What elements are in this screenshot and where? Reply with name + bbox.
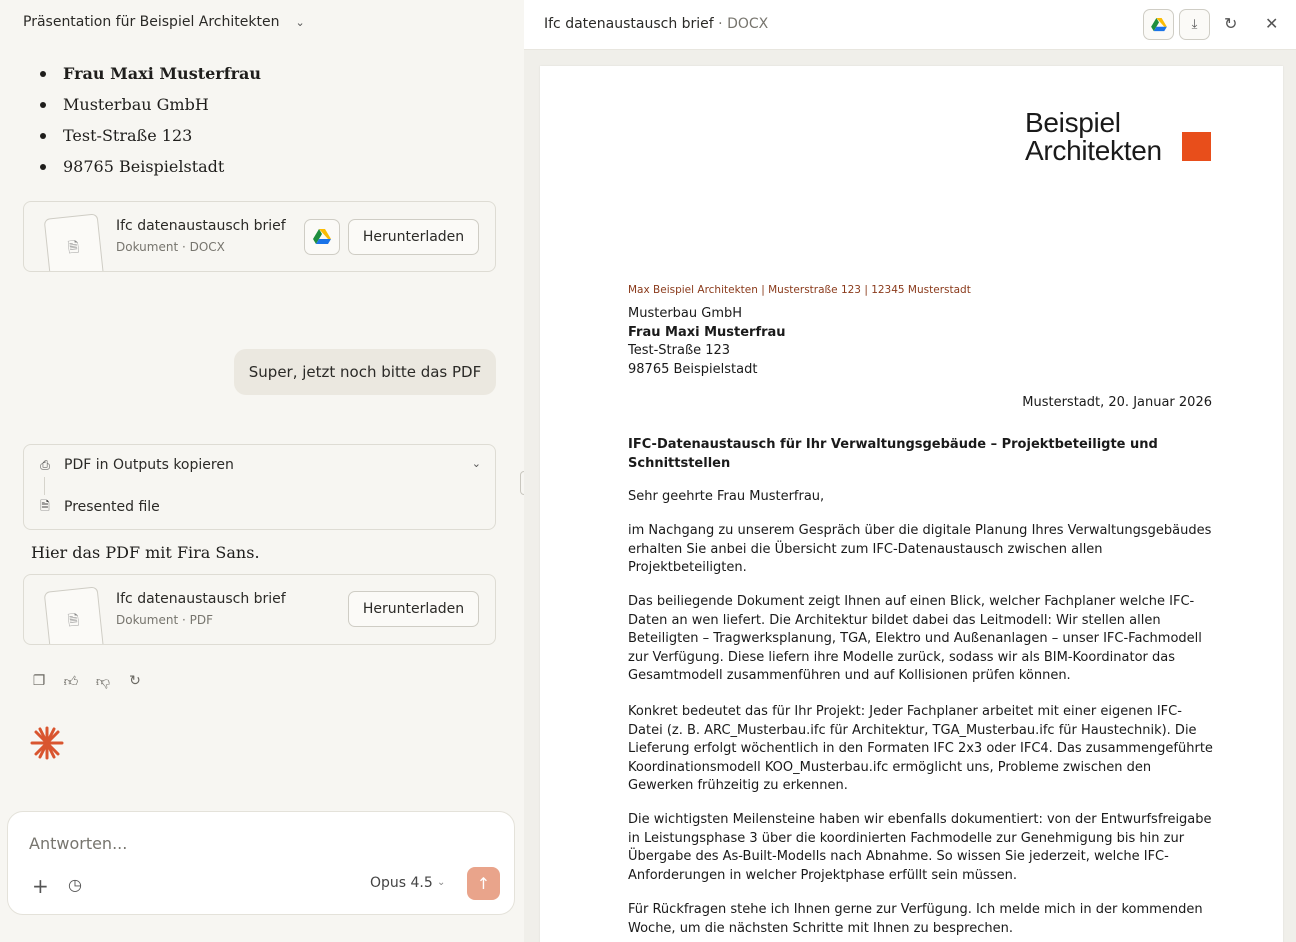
history-icon[interactable]: ◷ — [68, 875, 82, 894]
download-icon: ⤓ — [1191, 17, 1198, 32]
preview-file-name: Ifc datenaustausch brief — [544, 16, 714, 32]
model-selector[interactable]: Opus 4.5 — [370, 875, 433, 891]
address-line: Frau Maxi Musterfrau — [628, 324, 786, 340]
refresh-icon[interactable]: ↻ — [1224, 14, 1238, 33]
google-drive-button[interactable] — [304, 219, 340, 255]
retry-icon[interactable]: ↻ — [129, 673, 141, 689]
google-drive-button[interactable] — [1143, 9, 1174, 40]
document-thumbnail — [44, 213, 105, 272]
preview-panel — [524, 0, 1296, 942]
tool-step-copy[interactable] — [38, 457, 234, 473]
tool-steps[interactable] — [23, 444, 496, 530]
letter-subject: IFC-Datenaustausch für Ihr Verwaltungsgebäude – Projektbeteiligte und Schnittstellen — [628, 437, 1158, 471]
conversation-title[interactable]: Präsentation für Beispiel Architekten — [23, 14, 280, 30]
paragraph: im Nachgang zu unserem Gespräch über die digitale Planung Ihres Verwaltungsgebäudes erhalten Sie anbei die Übersicht zum IFC-Datenaustausch zwischen allen Projektbeteiligten. — [628, 523, 1212, 576]
salutation: Sehr geehrte Frau Musterfrau, — [628, 489, 825, 504]
close-icon[interactable]: ✕ — [1265, 14, 1279, 33]
reply-input[interactable]: Antworten... — [29, 834, 128, 853]
claude-spark-icon — [30, 726, 64, 760]
paragraph: Das beiliegende Dokument zeigt Ihnen auf einen Blick, welcher Fachplaner welche IFC-Daten an wen liefert. Die Architektur bildet dabei das Leitmodell: Wir stellen allen Beteiligten – Tragwerksplanung, TGA, Elektro und Außenanlagen – unser IFC-Fachmodell zur Verfügung. Diese liefern ihre Modelle zurück, sodass wir als BIM-Koordinator das Gesamtmodell zusammenführen und auf Kollisionen prüfen können. — [628, 594, 1202, 684]
message-actions — [30, 672, 144, 690]
list-item: Test-Straße 123 — [40, 120, 261, 151]
list-item: 98765 Beispielstadt — [40, 151, 261, 182]
address-line: 98765 Beispielstadt — [628, 362, 758, 378]
document-icon: 🗎 — [67, 239, 80, 257]
address-line: Musterbau GmbH — [628, 306, 743, 321]
download-button[interactable] — [1179, 9, 1210, 40]
sender-line: Max Beispiel Architekten | Musterstraße 123 | 12345 Musterstadt — [628, 284, 971, 296]
file-card-docx[interactable] — [23, 201, 496, 272]
download-button[interactable]: Herunterladen — [348, 219, 479, 255]
google-drive-icon — [1151, 18, 1167, 32]
recipient-address — [628, 305, 786, 380]
copy-icon[interactable]: ❐ — [32, 673, 46, 689]
paragraph: Für Rückfragen stehe ich Ihnen gerne zur Verfügung. Ich melde mich in der kommenden Woche, um die nächsten Schritte mit Ihnen zu besprechen. — [628, 902, 1203, 936]
file-meta: Dokument · DOCX — [116, 240, 225, 254]
file-card-pdf[interactable] — [23, 574, 496, 645]
chevron-down-icon[interactable]: ⌄ — [295, 15, 305, 29]
document-page — [540, 66, 1283, 942]
download-button[interactable]: Herunterladen — [348, 591, 479, 627]
letter-date: Musterstadt, 20. Januar 2026 — [1022, 395, 1212, 410]
preview-title — [544, 16, 768, 32]
message-composer[interactable] — [7, 811, 515, 915]
assistant-reply: Hier das PDF mit Fira Sans. — [31, 543, 260, 562]
file-icon: 🗎 — [40, 498, 50, 513]
logo-line: Beispiel — [1025, 107, 1121, 138]
file-name: Ifc datenaustausch brief — [116, 218, 286, 234]
tool-step-presented[interactable] — [38, 499, 160, 515]
chevron-down-icon[interactable]: ⌄ — [471, 457, 481, 470]
address-line: Test-Straße 123 — [628, 343, 731, 359]
preview-file-type: DOCX — [727, 16, 769, 32]
thumbs-down-icon[interactable]: 👎︎ — [95, 673, 111, 690]
document-icon: 🗎 — [67, 612, 80, 630]
company-logo — [1025, 109, 1162, 165]
thumbs-up-icon[interactable]: 👍︎ — [63, 673, 79, 690]
step-connector — [44, 477, 45, 495]
terminal-icon: ⎙ — [40, 457, 50, 472]
list-item: Musterbau GmbH — [40, 89, 261, 120]
tool-step-label: PDF in Outputs kopieren — [64, 457, 234, 473]
recipient-list — [40, 58, 261, 182]
arrow-up-icon: ↑ — [476, 874, 491, 893]
tool-step-label: Presented file — [64, 499, 160, 515]
file-name: Ifc datenaustausch brief — [116, 591, 286, 607]
list-item: Frau Maxi Musterfrau — [40, 58, 261, 89]
file-meta: Dokument · PDF — [116, 613, 213, 627]
plus-icon[interactable]: + — [32, 874, 49, 898]
paragraph: Konkret bedeutet das für Ihr Projekt: Jeder Fachplaner arbeitet mit einer eigenen IFC-Datei (z. B. ARC_Musterbau.ifc für Architektur, TGA_Musterbau.ifc für Haustechnik). Die Lieferung erfolgt wöchentlich in den Formaten IFC 2x3 oder IFC4. Das zusammengeführte Koordinationsmodell KOO_Musterbau.ifc ermöglicht uns, Probleme zwischen den Gewerken frühzeitig zu erkennen. — [628, 704, 1213, 794]
document-thumbnail — [44, 586, 105, 645]
google-drive-icon — [313, 229, 331, 245]
logo-line: Architekten — [1025, 135, 1162, 166]
chevron-down-icon[interactable]: ⌄ — [437, 877, 446, 888]
conversation-header[interactable] — [0, 0, 524, 44]
logo-square — [1182, 132, 1211, 161]
paragraph: Die wichtigsten Meilensteine haben wir ebenfalls dokumentiert: von der Entwurfsfreigabe in Leistungsphase 3 über die koordinierten Fachmodelle zur Genehmigung bis hin zur Übergabe des As-Built-Modells nach Abnahme. So wissen Sie jederzeit, welche IFC-Anforderungen in welcher Projektphase erfüllt sein müssen. — [628, 812, 1212, 883]
chat-panel — [0, 0, 524, 942]
title-separator: · — [713, 16, 728, 32]
send-button[interactable] — [467, 867, 500, 900]
user-message: Super, jetzt noch bitte das PDF — [234, 349, 496, 395]
preview-header — [524, 0, 1296, 50]
